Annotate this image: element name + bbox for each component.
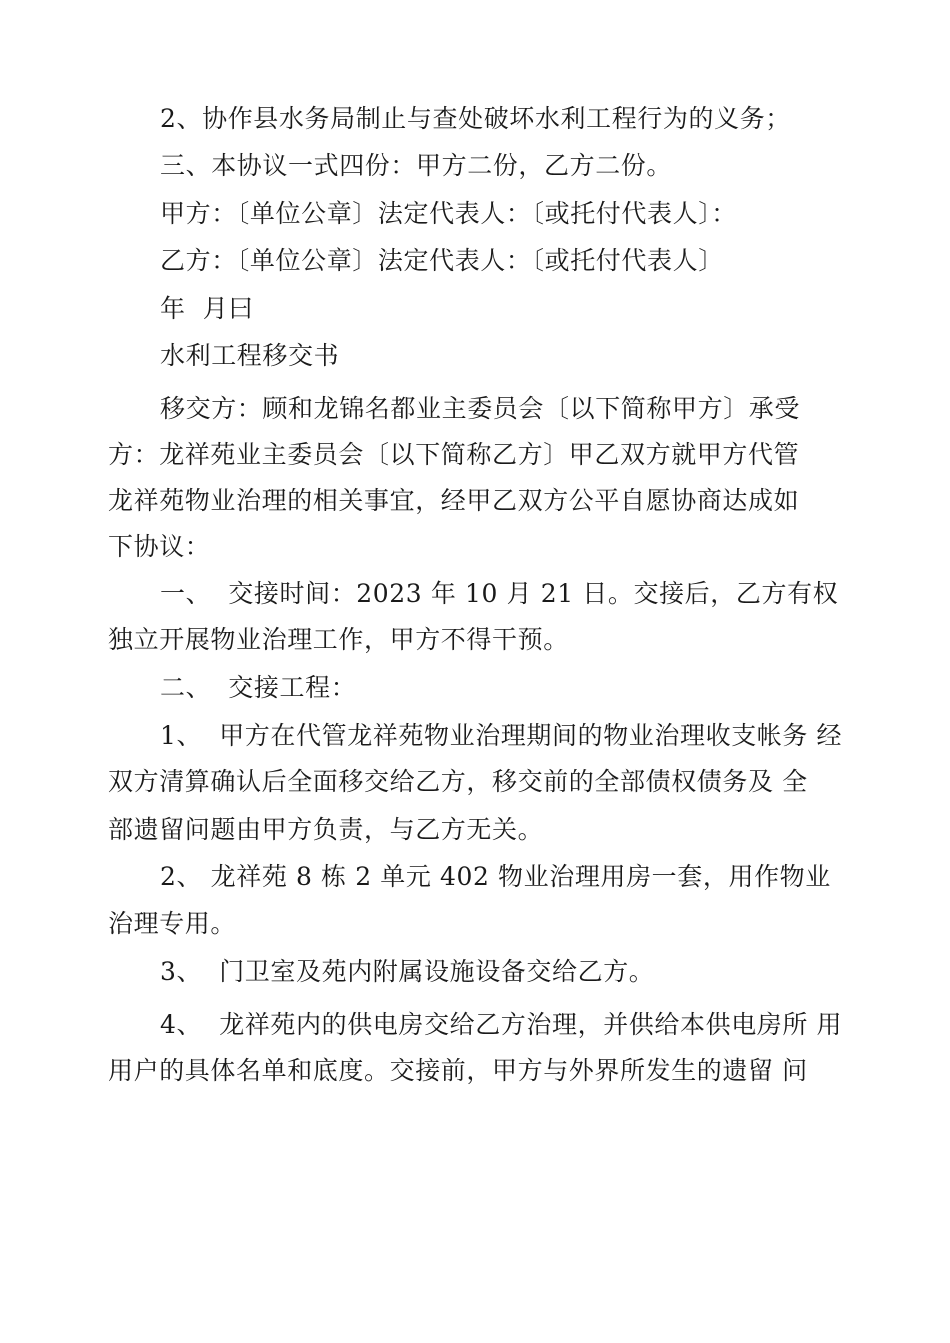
text-line: 用户的具体名单和底度。交接前，甲方与外界所发生的遗留 问 bbox=[108, 1056, 808, 1085]
text-line: 2、协作县水务局制止与查处破坏水利工程行为的义务； bbox=[160, 104, 791, 133]
document-title: 水利工程移交书 bbox=[160, 341, 340, 370]
text-line: 治理专用。 bbox=[108, 909, 237, 938]
text-line: 二、 交接工程： bbox=[160, 673, 357, 702]
text-line: 龙祥苑物业治理的相关事宜，经甲乙双方公平自愿协商达成如 bbox=[108, 486, 800, 515]
text-line: 甲方：〔单位公章〕法定代表人：〔或托付代表人〕： bbox=[160, 199, 737, 228]
text-line: 乙方：〔单位公章〕法定代表人：〔或托付代表人〕 bbox=[160, 246, 724, 275]
text-line: 部遗留问题由甲方负责，与乙方无关。 bbox=[108, 815, 544, 844]
text-line: 3、 门卫室及苑内附属设施设备交给乙方。 bbox=[160, 957, 655, 986]
text-line: 2、 龙祥苑 8 栋 2 单元 402 物业治理用房一套，用作物业 bbox=[160, 862, 831, 891]
text-line: 下协议： bbox=[108, 532, 211, 561]
text-line: 年 月曰 bbox=[160, 294, 254, 323]
text-line: 独立开展物业治理工作，甲方不得干预。 bbox=[108, 625, 569, 654]
text-line: 一、 交接时间：2023 年 10 月 21 日。交接后，乙方有权 bbox=[160, 579, 839, 608]
text-line: 1、 甲方在代管龙祥苑物业治理期间的物业治理收支帐务 经 bbox=[160, 721, 843, 750]
text-line: 三、本协议一式四份：甲方二份，乙方二份。 bbox=[160, 151, 673, 180]
text-line: 4、 龙祥苑内的供电房交给乙方治理，并供给本供电房所 用 bbox=[160, 1010, 843, 1039]
text-line: 方：龙祥苑业主委员会〔以下简称乙方〕甲乙双方就甲方代管 bbox=[108, 440, 800, 469]
text-line: 移交方：顾和龙锦名都业主委员会〔以下简称甲方〕承受 bbox=[160, 394, 801, 423]
text-line: 双方清算确认后全面移交给乙方，移交前的全部债权债务及 全 bbox=[108, 767, 808, 796]
